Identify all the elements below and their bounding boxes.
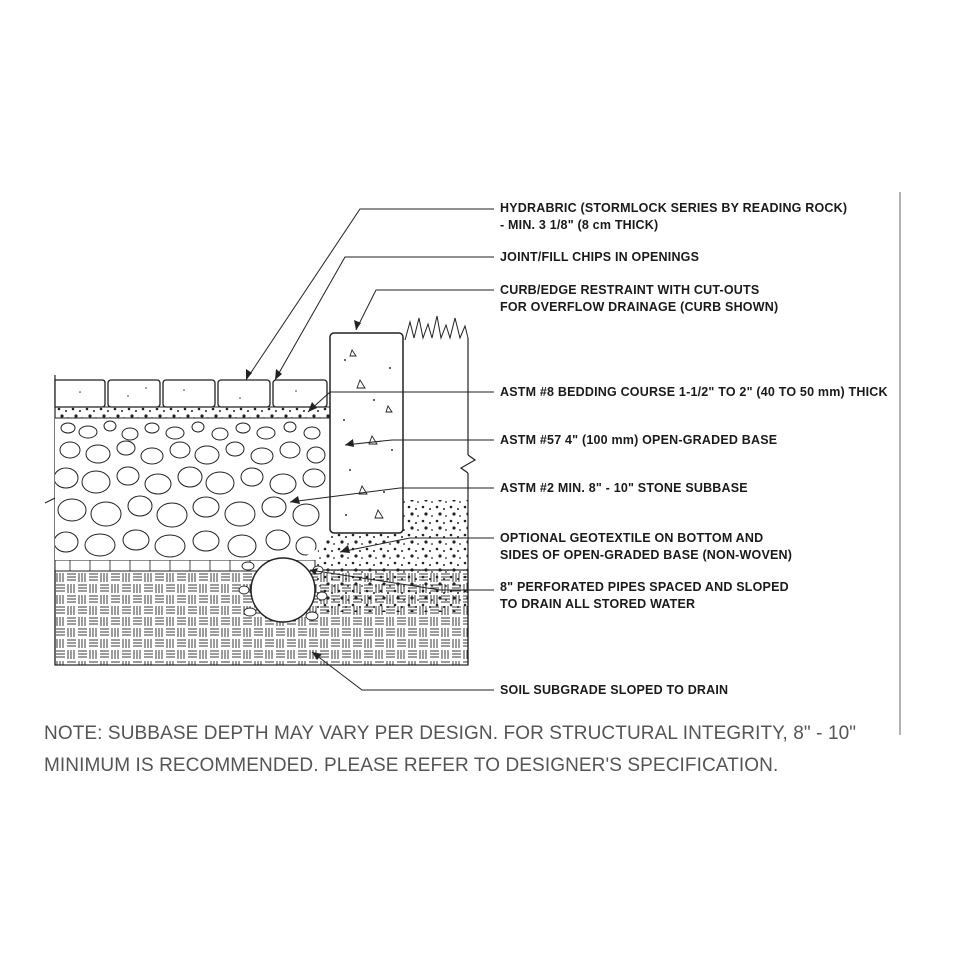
ground-break-mark	[461, 455, 475, 473]
callout-geotextile	[500, 530, 792, 564]
callout-pipes-line2: TO DRAIN ALL STORED WATER	[500, 597, 696, 611]
callout-joint-fill: JOINT/FILL CHIPS IN OPENINGS	[500, 250, 700, 264]
hydrabric-pavers	[55, 380, 327, 407]
design-note-line1: NOTE: SUBBASE DEPTH MAY VARY PER DESIGN. FOR STRUCTURAL INTEGRITY, 8" - 10"	[44, 723, 857, 744]
callout-curb	[500, 282, 778, 316]
callout-curb-line2: FOR OVERFLOW DRAINAGE (CURB SHOWN)	[500, 300, 779, 314]
callout-base: ASTM #57 4" (100 mm) OPEN-GRADED BASE	[500, 433, 778, 447]
callout-pipes-line1: 8" PERFORATED PIPES SPACED AND SLOPED	[500, 580, 789, 594]
callout-hydrabric-line2: - MIN. 3 1/8" (8 cm THICK)	[500, 218, 659, 232]
curb-edge-restraint	[330, 333, 403, 533]
base-left-break	[45, 498, 55, 503]
bedding-course	[55, 407, 330, 418]
callout-subbase: ASTM #2 MIN. 8" - 10" STONE SUBBASE	[500, 481, 748, 495]
callout-pipes	[500, 579, 789, 613]
callout-hydrabric	[500, 200, 847, 234]
turf-grass	[405, 316, 468, 340]
leader-curb	[356, 290, 494, 330]
callout-curb-line1: CURB/EDGE RESTRAINT WITH CUT-OUTS	[500, 283, 760, 297]
callout-bedding: ASTM #8 BEDDING COURSE 1-1/2" TO 2" (40 TO 50 mm) THICK	[500, 385, 888, 399]
perforated-pipe	[251, 558, 315, 622]
design-note	[44, 718, 924, 782]
design-note-line2: MINIMUM IS RECOMMENDED. PLEASE REFER TO DESIGNER'S SPECIFICATION.	[44, 755, 779, 776]
callout-soil: SOIL SUBGRADE SLOPED TO DRAIN	[500, 683, 729, 697]
callout-geotextile-line2: SIDES OF OPEN-GRADED BASE (NON-WOVEN)	[500, 548, 793, 562]
callout-hydrabric-line1: HYDRABRIC (STORMLOCK SERIES BY READING ROCK)	[500, 201, 848, 215]
callout-geotextile-line1: OPTIONAL GEOTEXTILE ON BOTTOM AND	[500, 531, 764, 545]
